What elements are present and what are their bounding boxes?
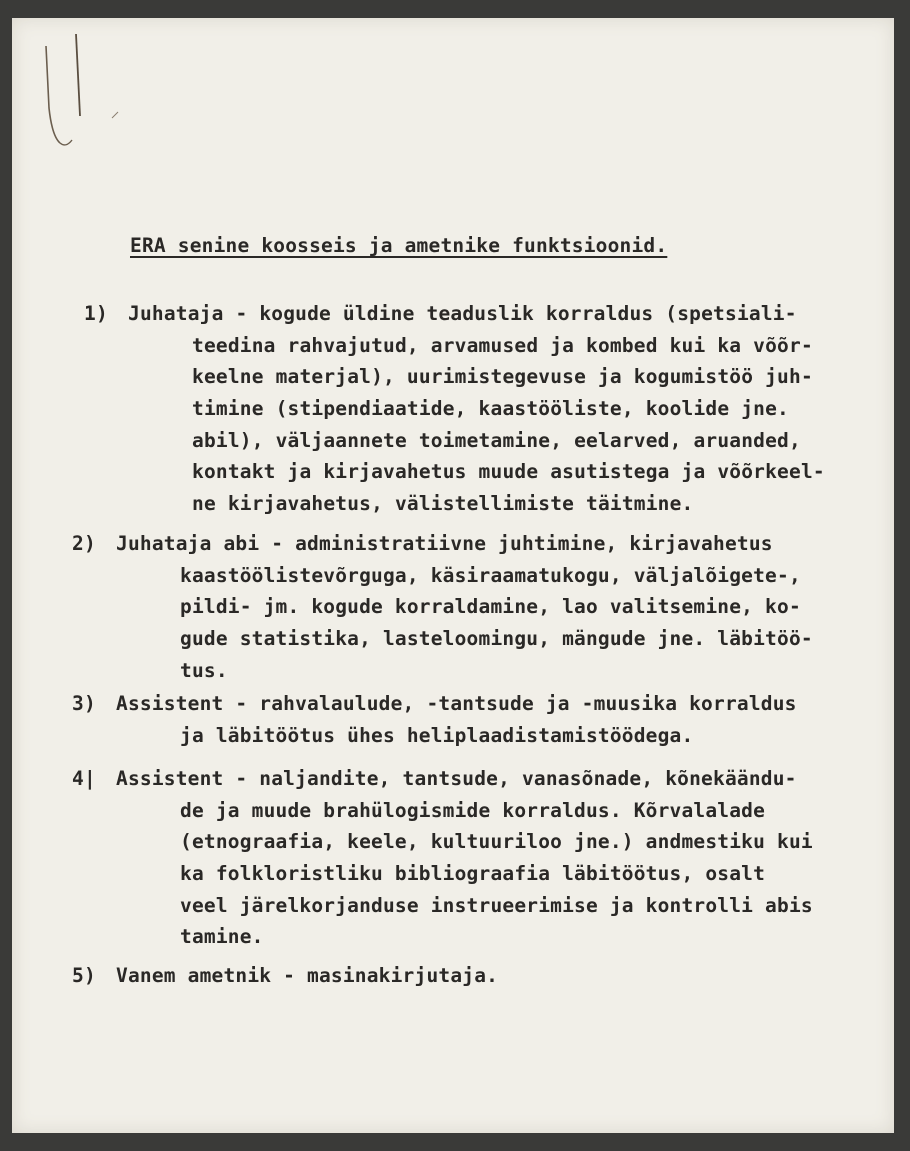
item-line: (etnograafia, keele, kultuuriloo jne.) andmestiku kui bbox=[180, 830, 813, 854]
item-line: kaastöölistevõrguga, käsiraamatukogu, väljalõigete-, bbox=[180, 563, 801, 587]
item-line: ka folkloristliku bibliograafia läbitöötus, osalt bbox=[180, 862, 766, 886]
item-line: ne kirjavahetus, välistellimiste täitmine. bbox=[192, 492, 694, 516]
item-number: 3) bbox=[72, 692, 96, 715]
item-line: de ja muude brahülogismide korraldus. Kõrvalalade bbox=[180, 798, 766, 822]
item-line: pildi- jm. kogude korraldamine, lao valitsemine, ko- bbox=[180, 595, 801, 619]
list-item-3 bbox=[72, 688, 892, 751]
item-line: ja läbitöötus ühes heliplaadistamistöödega. bbox=[180, 723, 694, 747]
item-line: timine (stipendiaatide, kaastööliste, koolide jne. bbox=[192, 397, 789, 421]
item-number: 4| bbox=[72, 767, 96, 790]
list-item-1 bbox=[84, 298, 904, 520]
item-number: 1) bbox=[84, 302, 108, 325]
list-item-5 bbox=[72, 960, 892, 992]
item-line: Vanem ametnik - masinakirjutaja. bbox=[116, 964, 499, 987]
item-line: Assistent - rahvalaulude, -tantsude ja -muusika korraldus bbox=[116, 692, 797, 715]
list-item-4 bbox=[72, 763, 892, 953]
item-line: Assistent - naljandite, tantsude, vanasõnade, kõnekäändu- bbox=[116, 767, 797, 790]
item-line: veel järelkorjanduse instrueerimise ja kontrolli abis bbox=[180, 893, 813, 917]
pencil-mark-icon bbox=[42, 28, 132, 168]
item-line: tus. bbox=[180, 658, 228, 682]
item-number: 5) bbox=[72, 964, 96, 987]
item-line: Juhataja - kogude üldine teaduslik korraldus (spetsiali- bbox=[128, 302, 797, 325]
list-item-2 bbox=[72, 528, 892, 686]
item-line: kontakt ja kirjavahetus muude asutistega ja võõrkeel- bbox=[192, 460, 825, 484]
item-line: teedina rahvajutud, arvamused ja kombed kui ka võõr- bbox=[192, 333, 813, 357]
item-line: Juhataja abi - administratiivne juhtimine, kirjavahetus bbox=[116, 532, 773, 555]
item-line: gude statistika, lasteloomingu, mängude jne. läbitöö- bbox=[180, 627, 813, 651]
item-line: abil), väljaannete toimetamine, eelarved, aruanded, bbox=[192, 428, 801, 452]
item-line: tamine. bbox=[180, 925, 264, 949]
item-line: keelne materjal), uurimistegevuse ja kogumistöö juh- bbox=[192, 365, 813, 389]
item-number: 2) bbox=[72, 532, 96, 555]
document-page bbox=[12, 18, 894, 1133]
document-title: ERA senine koosseis ja ametnike funktsioonid. bbox=[130, 234, 668, 257]
